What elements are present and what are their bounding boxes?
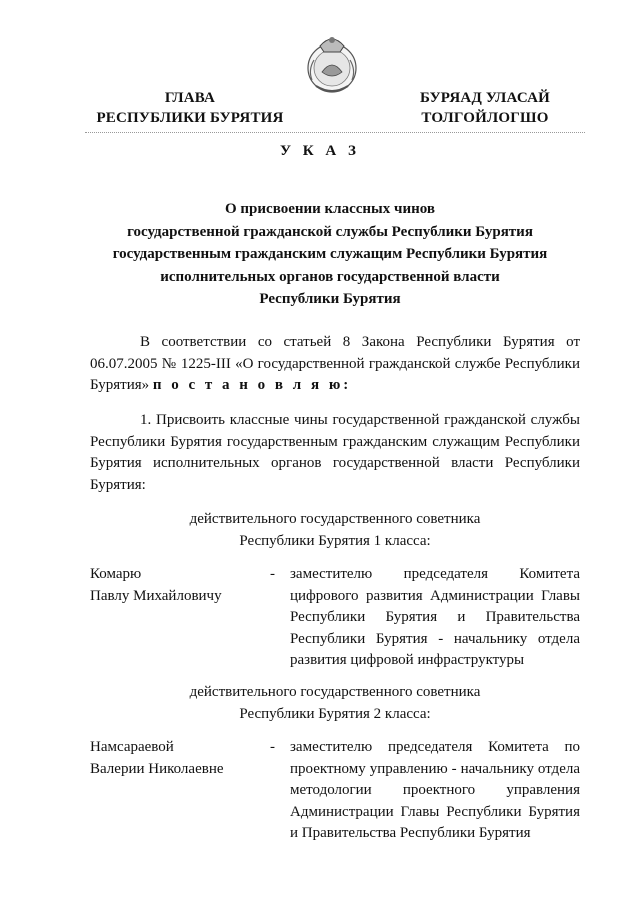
issuer-left-line2: РЕСПУБЛИКИ БУРЯТИЯ: [96, 110, 284, 126]
rank-heading-1: [90, 509, 580, 552]
document-title: У К А З: [280, 143, 360, 159]
subject-line: государственной гражданской службы Республики Бурятия: [127, 223, 533, 240]
appointee-name-1: [90, 564, 260, 607]
appointee-surname: Комарю: [90, 566, 142, 582]
header-divider: [85, 132, 585, 133]
document-subject: [60, 198, 600, 311]
preamble-paragraph: [90, 332, 580, 397]
appointee-given-names: Павлу Михайловичу: [90, 587, 222, 604]
issuer-right-line2: ТОЛГОЙЛОГШО: [421, 110, 549, 126]
preamble-text: В соответствии со статьей 8 Закона Республики Бурятия от 06.07.2005 № 1225-III «О государственной гражданской службе Республики Бурятия»: [90, 334, 580, 393]
separator-dash: -: [270, 566, 275, 582]
rank-heading-line: действительного государственного советника: [189, 684, 481, 700]
subject-line: О присвоении классных чинов: [225, 201, 435, 217]
subject-line: исполнительных органов государственной власти: [160, 268, 500, 285]
republic-buryatia-emblem-icon: [302, 30, 362, 98]
rank-heading-line: Республики Бурятия 2 класса:: [239, 705, 431, 722]
subject-line: Республики Бурятия: [259, 291, 401, 307]
rank-heading-line: Республики Бурятия 1 класса:: [239, 532, 431, 549]
item-1-text: 1. Присвоить классные чины государственной гражданской службы Республики Бурятия государственным гражданским служащим Республики Бурятия исполнительных органов государственной власти Республики Бурятия:: [90, 412, 580, 493]
rank-heading-2: [90, 682, 580, 725]
appointee-position-1: заместителю председателя Комитета цифрового развития Администрации Главы Республики Бурятия и Правительства Республики Бурятия - начальнику отдела развития цифровой инфраструктуры: [290, 566, 580, 668]
rank-heading-line: действительного государственного советника: [189, 511, 481, 527]
issuer-left-line1: ГЛАВА: [164, 90, 216, 106]
issuer-right-line1: БУРЯАД УЛАСАЙ: [419, 90, 551, 106]
subject-line: государственным гражданским служащим Республики Бурятия: [112, 246, 548, 262]
issuer-right: [380, 88, 590, 128]
appointee-name-2: [90, 737, 260, 780]
separator-dash: -: [270, 739, 275, 755]
decree-word: п о с т а н о в л я ю:: [152, 377, 352, 393]
issuer-left: [80, 88, 300, 128]
item-1-paragraph: [90, 410, 580, 496]
appointee-surname: Намсараевой: [90, 739, 174, 755]
appointee-given-names: Валерии Николаевне: [90, 760, 224, 777]
appointee-position-2: заместителю председателя Комитета по проектному управлению - начальнику отдела методологии проектного управления Администрации Главы Республики Бурятия и Правительства Республики Бурятия: [290, 739, 580, 841]
